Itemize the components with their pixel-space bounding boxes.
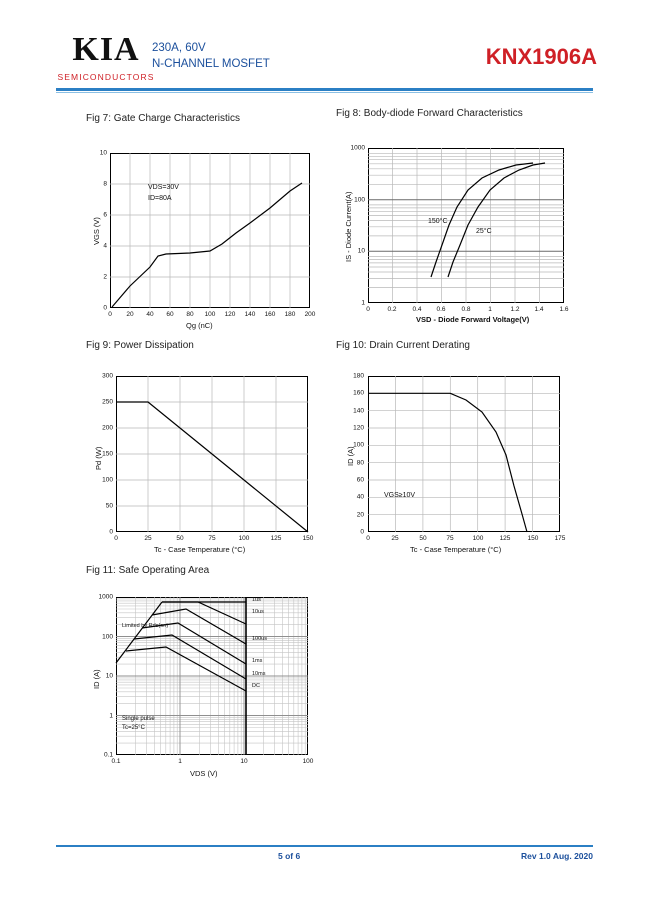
fig11-xtick-1: 1 [178, 758, 182, 765]
fig7-xaxis-title: Qg (nC) [186, 321, 213, 330]
figure-fig9 [86, 340, 318, 562]
figure-fig10 [336, 340, 586, 562]
fig11-plot [86, 579, 346, 789]
fig8-plot [336, 122, 586, 338]
logo-text: KIA [72, 31, 140, 68]
device-spec [152, 40, 270, 72]
fig7-graphics [86, 127, 318, 337]
fig8-ytick-3: 1000 [350, 144, 365, 152]
fig10-ytick-2: 40 [356, 493, 364, 501]
fig9-xtick-5: 125 [270, 535, 282, 542]
fig7-ytick-3: 6 [103, 211, 107, 219]
fig9-ytick-6: 300 [102, 372, 113, 380]
header-divider [56, 88, 593, 91]
fig7-yaxis-title: VGS (V) [92, 217, 101, 245]
fig9-xtick-0: 0 [114, 535, 118, 542]
fig10-plot [336, 354, 586, 562]
fig8-title: Fig 8: Body-diode Forward Characteristics [336, 108, 523, 119]
fig10-xtick-1: 25 [391, 535, 399, 542]
fig7-ytick-1: 2 [103, 273, 107, 281]
fig9-ytick-4: 200 [102, 424, 113, 432]
fig8-ytick-2: 100 [354, 196, 365, 204]
page-number: 5 of 6 [278, 851, 301, 861]
fig8-ytick-1: 10 [357, 247, 365, 255]
fig8-xtick-7: 1.4 [534, 306, 544, 313]
fig7-ytick-5: 10 [99, 149, 107, 157]
fig11-title: Fig 11: Safe Operating Area [86, 565, 210, 576]
fig11-xtick-0: 0.1 [111, 758, 121, 765]
figure-fig8 [336, 108, 586, 338]
fig10-xtick-6: 150 [527, 535, 539, 542]
fig7-xtick-3: 60 [166, 311, 174, 318]
fig8-xtick-0: 0 [366, 306, 370, 313]
fig11-ytick-1: 1 [109, 712, 113, 719]
fig7-xtick-1: 20 [126, 311, 134, 318]
figure-fig11 [86, 565, 346, 789]
fig7-ytick-0: 0 [103, 304, 107, 312]
fig11-curve-label-1: 10us [252, 609, 264, 615]
fig10-ytick-1: 20 [356, 511, 364, 519]
fig10-xaxis-title: Tc - Case Temperature (°C) [410, 545, 502, 554]
fig11-ytick-0: 0.1 [103, 751, 113, 759]
fig10-xtick-2: 50 [419, 535, 427, 542]
fig8-xtick-4: 0.8 [461, 306, 471, 313]
fig7-xtick-4: 80 [186, 311, 194, 318]
fig7-xtick-7: 140 [244, 311, 256, 318]
fig10-xtick-0: 0 [366, 535, 370, 542]
fig8-xaxis-title: VSD - Diode Forward Voltage(V) [416, 315, 530, 324]
fig11-xtick-2: 10 [240, 758, 248, 765]
fig11-yaxis-title: ID (A) [92, 669, 101, 689]
page-header [0, 0, 649, 96]
fig8-xtick-1: 0.2 [387, 306, 397, 313]
fig9-xtick-3: 75 [208, 535, 216, 542]
revision-label: Rev 1.0 Aug. 2020 [521, 851, 593, 861]
fig8-xtick-2: 0.4 [412, 306, 422, 313]
fig10-yaxis-title: ID (A) [346, 446, 355, 466]
fig9-title: Fig 9: Power Dissipation [86, 340, 194, 351]
fig7-annotation-0: VDS=30V [148, 184, 179, 191]
fig11-xtick-3: 100 [302, 758, 314, 765]
fig10-xtick-3: 75 [446, 535, 454, 542]
header-divider-thin [56, 92, 593, 93]
fig10-ytick-3: 60 [356, 476, 364, 484]
fig9-plot [86, 354, 318, 562]
fig11-ytick-3: 100 [102, 633, 113, 640]
fig7-xtick-9: 180 [284, 311, 296, 318]
fig10-graphics [336, 354, 586, 562]
fig9-yaxis-title: Pd (W) [94, 446, 103, 470]
fig11-annotation-0: Limited by Rds(on) [122, 623, 169, 629]
fig10-annotation-0: VGS≥10V [384, 492, 416, 499]
footer-divider [56, 845, 593, 847]
fig8-yaxis-title: IS - Diode Current(A) [344, 191, 353, 262]
fig10-xtick-5: 125 [499, 535, 511, 542]
device-spec-line2: N-CHANNEL MOSFET [152, 58, 270, 70]
fig7-xtick-0: 0 [108, 311, 112, 318]
fig9-ytick-3: 150 [102, 450, 113, 458]
fig10-ytick-9: 180 [353, 372, 364, 380]
fig9-ytick-1: 50 [105, 502, 113, 510]
fig7-ytick-4: 8 [103, 180, 107, 188]
fig11-curve-label-5: DC [252, 683, 260, 689]
fig10-xtick-7: 175 [554, 535, 566, 542]
fig9-xaxis-title: Tc - Case Temperature (°C) [154, 545, 246, 554]
fig9-xtick-6: 150 [302, 535, 314, 542]
fig10-xtick-4: 100 [472, 535, 484, 542]
fig7-plot [86, 127, 318, 337]
fig8-xtick-3: 0.6 [436, 306, 446, 313]
fig10-ytick-6: 120 [353, 424, 364, 432]
fig11-curve-label-2: 100us [252, 636, 267, 642]
fig10-title: Fig 10: Drain Current Derating [336, 340, 470, 351]
fig10-ytick-4: 80 [356, 459, 364, 467]
figure-fig7 [86, 113, 318, 337]
fig8-xtick-6: 1.2 [510, 306, 520, 313]
fig11-curve-label-4: 10ms [252, 671, 266, 677]
logo-subtitle: SEMICONDUCTORS [57, 72, 155, 82]
fig11-annotation-2: Tc=25°C [122, 725, 145, 731]
fig9-ytick-5: 250 [102, 398, 113, 406]
fig10-ytick-8: 160 [353, 389, 364, 397]
fig11-xaxis-title: VDS (V) [190, 769, 218, 778]
fig7-ytick-2: 4 [103, 242, 107, 250]
fig8-xtick-5: 1 [488, 306, 492, 313]
fig7-title: Fig 7: Gate Charge Characteristics [86, 113, 240, 124]
fig11-curve-label-3: 1ms [252, 658, 263, 664]
company-logo [56, 32, 156, 82]
fig7-xtick-10: 200 [304, 311, 316, 318]
fig9-xtick-4: 100 [238, 535, 250, 542]
fig9-xtick-2: 50 [176, 535, 184, 542]
fig7-annotation-1: ID=80A [148, 195, 172, 202]
fig11-ytick-2: 10 [105, 672, 113, 680]
fig9-xtick-1: 25 [144, 535, 152, 542]
fig8-ytick-0: 1 [361, 299, 365, 307]
fig9-ytick-2: 100 [102, 476, 113, 484]
fig9-ytick-0: 0 [109, 528, 113, 536]
fig11-curve-label-0: 1us [252, 597, 261, 603]
device-spec-line1: 230A, 60V [152, 42, 206, 54]
fig10-ytick-7: 140 [353, 407, 364, 415]
fig8-xtick-8: 1.6 [559, 306, 569, 313]
fig7-xtick-8: 160 [264, 311, 276, 318]
fig8-annotation-1: 25°C [476, 228, 492, 235]
fig8-annotation-0: 150°C [428, 218, 448, 225]
part-number: KNX1906A [485, 44, 597, 69]
fig10-ytick-5: 100 [353, 441, 364, 449]
fig10-ytick-0: 0 [360, 528, 364, 536]
fig9-graphics [86, 354, 318, 562]
fig11-ytick-4: 1000 [98, 593, 113, 601]
fig7-xtick-6: 120 [224, 311, 236, 318]
fig11-annotation-1: Single pulse [122, 716, 155, 722]
fig7-xtick-2: 40 [146, 311, 154, 318]
fig7-xtick-5: 100 [204, 311, 216, 318]
